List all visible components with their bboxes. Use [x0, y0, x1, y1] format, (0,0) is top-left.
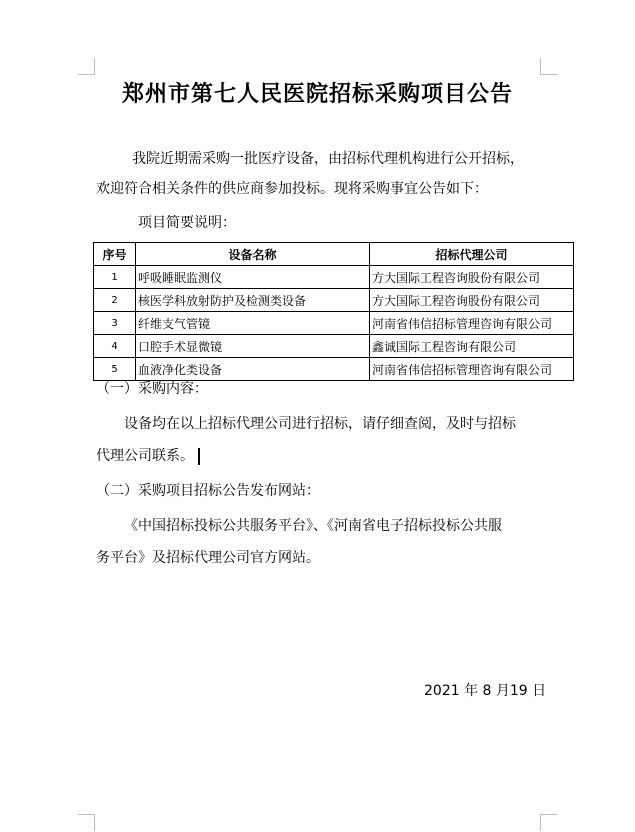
equipment-name: 口腔手术显微镜 — [136, 335, 370, 358]
section-heading-websites: （二）采购项目招标公告发布网站： — [96, 483, 320, 499]
section-heading-procurement: （一）采购内容： — [96, 381, 208, 397]
table-row — [94, 289, 574, 312]
websites-line: 务平台》及招标代理公司官方网站。 — [96, 550, 320, 566]
project-table — [93, 242, 574, 381]
row-number: 4 — [94, 335, 136, 358]
procurement-line: 设备均在以上招标代理公司进行招标，请仔细查阅，及时与招标 — [124, 416, 516, 432]
intro-line: 我院近期需采购一批医疗设备，由招标代理机构进行公开招标， — [132, 151, 524, 167]
row-number: 3 — [94, 312, 136, 335]
column-header: 序号 — [94, 243, 136, 266]
table-row — [94, 335, 574, 358]
table-row — [94, 312, 574, 335]
row-number: 1 — [94, 266, 136, 289]
row-number: 2 — [94, 289, 136, 312]
websites-paragraph[interactable] — [96, 510, 556, 574]
intro-line: 欢迎符合相关条件的供应商参加投标。现将采购事宜公告如下： — [96, 181, 488, 197]
agency-name: 方大国际工程咨询股份有限公司 — [370, 266, 574, 289]
equipment-name: 呼吸睡眠监测仪 — [136, 266, 370, 289]
table-header-row — [94, 243, 574, 266]
column-header: 招标代理公司 — [370, 243, 574, 266]
agency-name: 河南省伟信招标管理咨询有限公司 — [370, 312, 574, 335]
equipment-name: 血液净化类设备 — [136, 358, 370, 381]
agency-name: 鑫诚国际工程咨询有限公司 — [370, 335, 574, 358]
column-header: 设备名称 — [136, 243, 370, 266]
equipment-name: 核医学科放射防护及检测类设备 — [136, 289, 370, 312]
summary-label: 项目简要说明： — [138, 215, 236, 231]
procurement-line: 代理公司联系。 — [96, 448, 194, 464]
page-corner-mark — [540, 58, 557, 75]
procurement-paragraph[interactable] — [96, 408, 556, 472]
page-corner-mark — [78, 58, 95, 75]
announcement-date: 2021 年 8 月19 日 — [424, 683, 547, 699]
page-corner-mark — [78, 814, 95, 831]
agency-name: 河南省伟信招标管理咨询有限公司 — [370, 358, 574, 381]
text-cursor — [198, 448, 200, 465]
page-corner-mark — [540, 814, 557, 831]
agency-name: 方大国际工程咨询股份有限公司 — [370, 289, 574, 312]
websites-line: 《中国招标投标公共服务平台》、《河南省电子招标投标公共服 — [124, 518, 502, 534]
table-row — [94, 266, 574, 289]
document-title: 郑州市第七人民医院招标采购项目公告 — [121, 81, 513, 107]
equipment-name: 纤维支气管镜 — [136, 312, 370, 335]
row-number: 5 — [94, 358, 136, 381]
intro-paragraph[interactable] — [96, 144, 556, 204]
